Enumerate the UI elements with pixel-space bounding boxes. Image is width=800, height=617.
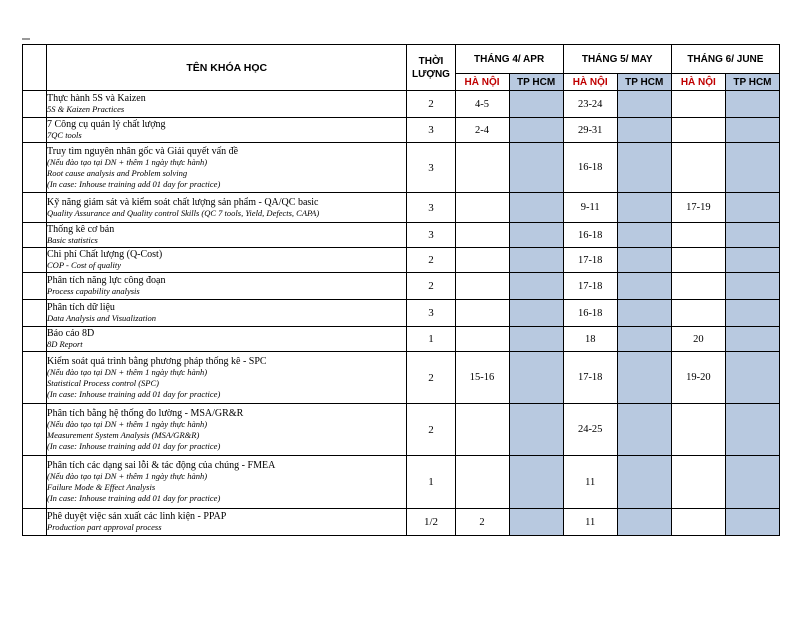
hanoi-date-apr: 4-5 xyxy=(455,91,509,118)
hanoi-date-may: 17-18 xyxy=(563,248,617,273)
duration-cell: 2 xyxy=(407,248,455,273)
hcm-date-may xyxy=(617,273,671,300)
hcm-date-apr xyxy=(509,327,563,352)
course-name-cell xyxy=(47,273,407,300)
course-title-vn: 7 Công cụ quản lý chất lượng xyxy=(47,119,166,130)
hanoi-date-apr xyxy=(455,273,509,300)
hanoi-date-apr: 15-16 xyxy=(455,352,509,404)
course-title-en: Root cause analysis and Problem solving xyxy=(47,167,188,178)
hanoi-date-june: 17-19 xyxy=(671,193,725,223)
hcm-date-may xyxy=(617,456,671,509)
duration-cell: 2 xyxy=(407,91,455,118)
course-rows xyxy=(23,91,780,536)
duration-cell: 2 xyxy=(407,352,455,404)
course-title-en: Failure Mode & Effect Analysis xyxy=(47,482,156,492)
course-row xyxy=(23,327,780,352)
course-name-cell xyxy=(47,91,407,118)
hanoi-date-may: 29-31 xyxy=(563,118,617,143)
course-name-cell xyxy=(47,509,407,536)
hanoi-date-may: 16-18 xyxy=(563,223,617,248)
duration-cell: 3 xyxy=(407,118,455,143)
row-index-cell xyxy=(23,223,47,248)
hcm-date-apr xyxy=(509,273,563,300)
course-name-cell xyxy=(47,300,407,327)
course-title-vn: Kiểm soát quá trình bằng phương pháp thống kê - SPC xyxy=(47,355,267,367)
hanoi-date-may: 17-18 xyxy=(563,352,617,404)
hanoi-date-may: 11 xyxy=(563,456,617,509)
row-index-cell xyxy=(23,327,47,352)
course-title-en: Quality Assurance and Quality control Skills (QC 7 tools, Yield, Defects, CAPA) xyxy=(47,207,320,218)
row-index-cell xyxy=(23,118,47,143)
hanoi-date-june xyxy=(671,300,725,327)
hcm-date-apr xyxy=(509,91,563,118)
hanoi-date-june: 19-20 xyxy=(671,352,725,404)
course-name-cell xyxy=(47,327,407,352)
course-title-en: 7QC tools xyxy=(47,130,82,140)
duration-cell: 3 xyxy=(407,223,455,248)
course-row xyxy=(23,273,780,300)
duration-cell: 2 xyxy=(407,273,455,300)
course-name-header: TÊN KHÓA HỌC xyxy=(47,45,407,91)
duration-cell: 3 xyxy=(407,300,455,327)
city-header-hanoi-apr: HÀ NỘI xyxy=(455,74,509,91)
hanoi-date-june: 20 xyxy=(671,327,725,352)
hcm-date-june xyxy=(725,248,779,273)
city-header-hanoi-may: HÀ NỘI xyxy=(563,74,617,91)
city-header-hanoi-june: HÀ NỘI xyxy=(671,74,725,91)
hcm-date-may xyxy=(617,223,671,248)
row-index-cell xyxy=(23,509,47,536)
hcm-date-may xyxy=(617,509,671,536)
duration-cell: 3 xyxy=(407,193,455,223)
course-name-cell xyxy=(47,193,407,223)
course-name-cell xyxy=(47,404,407,456)
row-index-cell xyxy=(23,456,47,509)
hcm-date-apr xyxy=(509,248,563,273)
hcm-date-may xyxy=(617,143,671,193)
duration-header xyxy=(407,45,455,91)
hanoi-date-june xyxy=(671,91,725,118)
hcm-date-june xyxy=(725,327,779,352)
hanoi-date-may: 11 xyxy=(563,509,617,536)
hanoi-date-june xyxy=(671,143,725,193)
duration-cell: 1/2 xyxy=(407,509,455,536)
hanoi-date-apr xyxy=(455,300,509,327)
hcm-date-apr xyxy=(509,456,563,509)
course-title-vn: Báo cáo 8D xyxy=(47,328,95,339)
course-title-en: (In case: Inhouse training add 01 day for practice) xyxy=(47,388,221,399)
hanoi-date-apr xyxy=(455,223,509,248)
course-title-vn: Kỹ năng giám sát và kiểm soát chất lượng sản phẩm - QA/QC basic xyxy=(47,196,319,208)
hanoi-date-apr xyxy=(455,456,509,509)
duration-cell: 2 xyxy=(407,404,455,456)
hanoi-date-apr: 2 xyxy=(455,509,509,536)
hanoi-date-apr xyxy=(455,248,509,273)
course-row xyxy=(23,118,780,143)
duration-cell: 3 xyxy=(407,143,455,193)
hcm-date-apr xyxy=(509,223,563,248)
city-header-hcm-apr: TP HCM xyxy=(509,74,563,91)
course-title-en: (Nếu đào tạo tại DN + thêm 1 ngày thực hành) xyxy=(47,366,208,377)
hcm-date-june xyxy=(725,352,779,404)
hanoi-date-may: 18 xyxy=(563,327,617,352)
hanoi-date-apr xyxy=(455,327,509,352)
hanoi-date-june xyxy=(671,509,725,536)
course-title-en: Data Analysis and Visualization xyxy=(47,313,157,323)
duration-header-line1: THỜI xyxy=(418,55,444,67)
row-index-cell xyxy=(23,404,47,456)
hcm-date-june xyxy=(725,509,779,536)
hanoi-date-june xyxy=(671,248,725,273)
city-header-hcm-june: TP HCM xyxy=(725,74,779,91)
hcm-date-may xyxy=(617,300,671,327)
hanoi-date-june xyxy=(671,223,725,248)
hcm-date-may xyxy=(617,404,671,456)
course-title-en: 8D Report xyxy=(47,339,83,349)
row-index-cell xyxy=(23,193,47,223)
city-header-hcm-may: TP HCM xyxy=(617,74,671,91)
course-row xyxy=(23,193,780,223)
row-index-cell xyxy=(23,352,47,404)
schedule-sheet xyxy=(22,44,780,536)
hanoi-date-may: 24-25 xyxy=(563,404,617,456)
course-title-vn: Phân tích các dạng sai lỗi & tác động của chúng - FMEA xyxy=(47,460,276,471)
hanoi-date-may: 17-18 xyxy=(563,273,617,300)
course-title-en: Process capability analysis xyxy=(47,286,140,296)
row-index-cell xyxy=(23,248,47,273)
hcm-date-apr xyxy=(509,300,563,327)
hanoi-date-june xyxy=(671,456,725,509)
course-title-vn: Chi phí Chất lượng (Q-Cost) xyxy=(47,249,163,260)
course-title-vn: Phân tích bằng hệ thống đo lường - MSA/GR&R xyxy=(47,407,244,419)
course-title-en: Production part approval process xyxy=(47,522,162,532)
hcm-date-june xyxy=(725,300,779,327)
course-row xyxy=(23,143,780,193)
hcm-date-may xyxy=(617,248,671,273)
hcm-date-apr xyxy=(509,509,563,536)
course-name-cell xyxy=(47,118,407,143)
course-name-cell xyxy=(47,223,407,248)
course-row xyxy=(23,300,780,327)
course-title-en: COP - Cost of quality xyxy=(47,260,122,270)
course-title-en: (In case: Inhouse training add 01 day for practice) xyxy=(47,178,221,189)
course-row xyxy=(23,91,780,118)
hcm-date-june xyxy=(725,118,779,143)
row-index-cell xyxy=(23,300,47,327)
course-title-vn: Phê duyệt việc sản xuất các linh kiện - PPAP xyxy=(47,511,227,522)
row-index-cell xyxy=(23,91,47,118)
month-header-may: THÁNG 5/ MAY xyxy=(563,45,671,74)
hcm-date-may xyxy=(617,193,671,223)
course-title-en: (Nếu đào tạo tại DN + thêm 1 ngày thực hành) xyxy=(47,418,208,429)
hanoi-date-may: 16-18 xyxy=(563,300,617,327)
hcm-date-may xyxy=(617,91,671,118)
hcm-date-apr xyxy=(509,193,563,223)
duration-cell: 1 xyxy=(407,456,455,509)
hcm-date-june xyxy=(725,193,779,223)
hanoi-date-apr xyxy=(455,404,509,456)
hcm-date-apr xyxy=(509,118,563,143)
course-title-en: (In case: Inhouse training add 01 day for practice) xyxy=(47,440,221,451)
course-row xyxy=(23,509,780,536)
hcm-date-apr xyxy=(509,404,563,456)
hcm-date-june xyxy=(725,223,779,248)
hcm-date-june xyxy=(725,273,779,300)
hcm-date-june xyxy=(725,143,779,193)
course-name-cell xyxy=(47,456,407,509)
duration-header-line2: LƯỢNG xyxy=(412,68,450,80)
course-schedule-table xyxy=(22,44,780,536)
course-row xyxy=(23,456,780,509)
month-header-apr: THÁNG 4/ APR xyxy=(455,45,563,74)
course-row xyxy=(23,223,780,248)
course-row xyxy=(23,352,780,404)
hanoi-date-apr: 2-4 xyxy=(455,118,509,143)
course-title-en: Basic statistics xyxy=(47,235,98,245)
course-title-vn: Phân tích dữ liệu xyxy=(47,302,115,313)
row-index-cell xyxy=(23,143,47,193)
course-title-vn: Phân tích năng lực công đoạn xyxy=(47,275,166,286)
course-name-cell xyxy=(47,143,407,193)
course-name-cell xyxy=(47,352,407,404)
hanoi-date-june xyxy=(671,118,725,143)
course-title-en: (In case: Inhouse training add 01 day for practice) xyxy=(47,493,221,503)
course-title-en: 5S & Kaizen Practices xyxy=(47,104,125,114)
hanoi-date-apr xyxy=(455,143,509,193)
course-title-vn: Thực hành 5S và Kaizen xyxy=(47,93,146,104)
hanoi-date-may: 23-24 xyxy=(563,91,617,118)
course-title-en: (Nếu đào tạo tại DN + thêm 1 ngày thực hành) xyxy=(47,471,208,481)
course-name-cell xyxy=(47,248,407,273)
course-title-vn: Thống kê cơ bản xyxy=(47,224,115,235)
course-row xyxy=(23,404,780,456)
row-index-cell xyxy=(23,273,47,300)
course-title-en: (Nếu đào tạo tại DN + thêm 1 ngày thực hành) xyxy=(47,156,208,167)
course-title-en: Measurement System Analysis (MSA/GR&R) xyxy=(47,429,200,440)
hcm-date-apr xyxy=(509,143,563,193)
hanoi-date-june xyxy=(671,404,725,456)
hcm-date-apr xyxy=(509,352,563,404)
corner-mark xyxy=(22,38,30,40)
hcm-date-may xyxy=(617,118,671,143)
hanoi-date-may: 9-11 xyxy=(563,193,617,223)
course-title-vn: Truy tìm nguyên nhân gốc và Giải quyết vấn đề xyxy=(47,145,239,157)
duration-cell: 1 xyxy=(407,327,455,352)
month-header-june: THÁNG 6/ JUNE xyxy=(671,45,779,74)
course-row xyxy=(23,248,780,273)
hanoi-date-may: 16-18 xyxy=(563,143,617,193)
hanoi-date-apr xyxy=(455,193,509,223)
course-title-en: Statistical Process control (SPC) xyxy=(47,377,159,388)
hcm-date-june xyxy=(725,91,779,118)
hcm-date-june xyxy=(725,404,779,456)
hcm-date-may xyxy=(617,352,671,404)
hcm-date-june xyxy=(725,456,779,509)
hcm-date-may xyxy=(617,327,671,352)
hanoi-date-june xyxy=(671,273,725,300)
index-header xyxy=(23,45,47,91)
